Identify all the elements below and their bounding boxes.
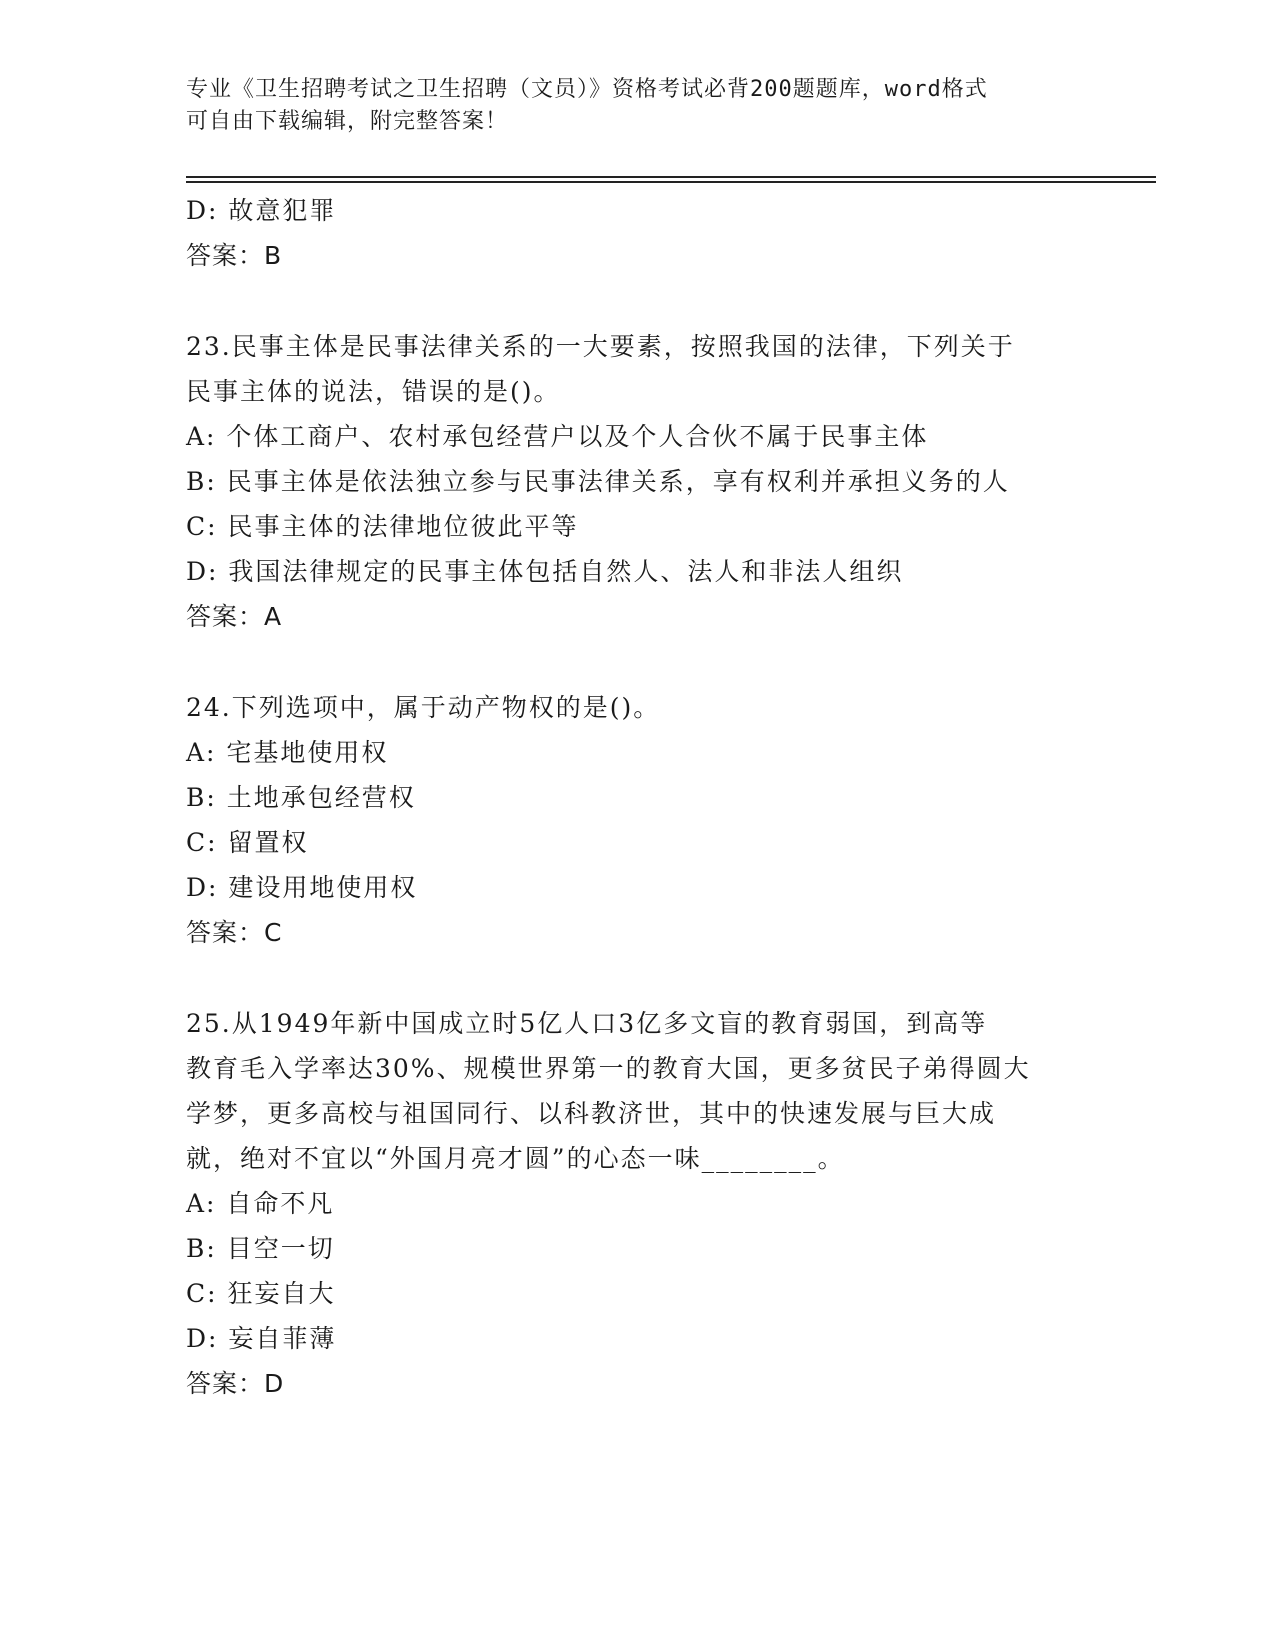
question-list <box>186 188 1086 1406</box>
option-c: C: 狂妄自大 <box>186 1279 336 1308</box>
header-title-line-1: 专业《卫生招聘考试之卫生招聘（文员）》资格考试必背200题题库，word格式 <box>186 77 988 102</box>
question-stem: 民事主体的说法，错误的是()。 <box>186 377 561 406</box>
option-b: B: 民事主体是依法独立参与民事法律关系，享有权利并承担义务的人 <box>186 467 1010 496</box>
document-header <box>186 74 1066 138</box>
question-stem: 就，绝对不宜以“外国月亮才圆”的心态一味________。 <box>186 1144 845 1173</box>
option-a: A: 个体工商户、农村承包经营户以及个人合伙不属于民事主体 <box>186 422 929 451</box>
question-stem: 24.下列选项中，属于动产物权的是()。 <box>186 693 661 722</box>
answer-line: 答案：A <box>186 602 283 631</box>
option-d: D: 我国法律规定的民事主体包括自然人、法人和非法人组织 <box>186 557 904 586</box>
spacer <box>186 639 1086 685</box>
spacer <box>186 278 1086 324</box>
question-24 <box>186 685 1086 955</box>
option-c: C: 民事主体的法律地位彼此平等 <box>186 512 579 541</box>
option-b: B: 土地承包经营权 <box>186 783 416 812</box>
header-divider-bottom <box>186 181 1156 183</box>
option-b: B: 目空一切 <box>186 1234 335 1263</box>
answer-line: 答案：D <box>186 1369 285 1398</box>
question-stem: 23.民事主体是民事法律关系的一大要素，按照我国的法律，下列关于 <box>186 332 1015 361</box>
question-stem: 25.从1949年新中国成立时5亿人口3亿多文盲的教育弱国，到高等 <box>186 1009 988 1038</box>
spacer <box>186 955 1086 1001</box>
header-title-line-2: 可自由下载编辑，附完整答案！ <box>186 109 509 134</box>
option-a: A: 自命不凡 <box>186 1189 335 1218</box>
question-stem: 教育毛入学率达30%、规模世界第一的教育大国，更多贫民子弟得圆大 <box>186 1054 1031 1083</box>
option-d: D: 故意犯罪 <box>186 196 337 225</box>
answer-line: 答案：C <box>186 918 283 947</box>
option-d: D: 妄自菲薄 <box>186 1324 337 1353</box>
header-divider-top <box>186 176 1156 178</box>
previous-question-tail <box>186 188 1086 278</box>
question-23 <box>186 324 1086 639</box>
option-c: C: 留置权 <box>186 828 309 857</box>
answer-line: 答案：B <box>186 241 283 270</box>
option-a: A: 宅基地使用权 <box>186 738 389 767</box>
option-d: D: 建设用地使用权 <box>186 873 418 902</box>
question-stem: 学梦，更多高校与祖国同行、以科教济世，其中的快速发展与巨大成 <box>186 1099 997 1128</box>
question-25 <box>186 1001 1086 1406</box>
